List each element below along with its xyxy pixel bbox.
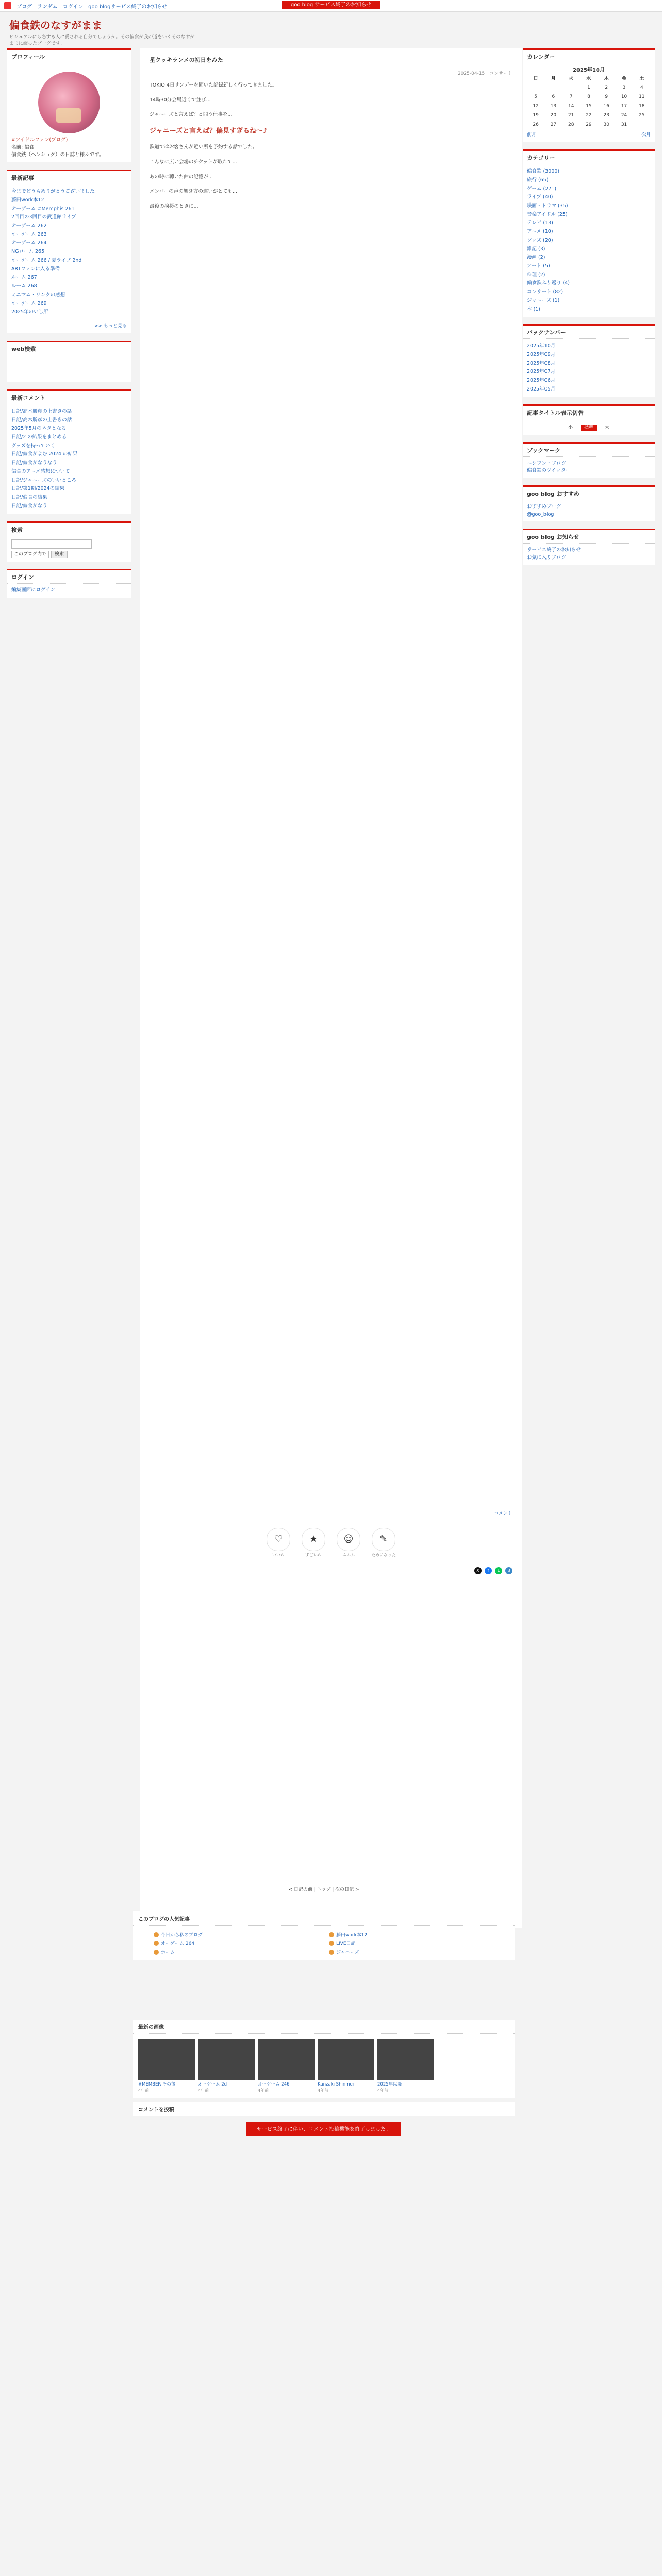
recent-comment-link[interactable]: 日記/高木勝彦の上書きの話: [11, 417, 72, 423]
calendar-day[interactable]: 9: [605, 94, 608, 100]
calendar-day[interactable]: 7: [569, 94, 573, 100]
popular-post-icon: [329, 1932, 334, 1937]
recent-post-link[interactable]: オーゲーム 263: [11, 231, 47, 238]
recent-image-thumbnail[interactable]: [138, 2039, 195, 2080]
goo-recommend-link[interactable]: おすすめブログ: [527, 503, 561, 510]
calendar-weekday: 水: [586, 76, 591, 81]
calendar-weekday: 月: [551, 76, 556, 81]
recent-post-link[interactable]: オーゲーム 269: [11, 300, 47, 307]
reaction-icon: ★: [302, 1528, 325, 1551]
calendar-day[interactable]: 20: [550, 113, 557, 118]
calendar-day[interactable]: 16: [603, 104, 609, 109]
title-size-standard[interactable]: 標準: [581, 425, 597, 431]
recent-image-card[interactable]: [318, 2039, 374, 2093]
calendar-day[interactable]: 15: [586, 104, 592, 109]
post-meta: 2025-04-15 | コンサート: [457, 71, 512, 76]
calendar-day[interactable]: 21: [568, 113, 574, 118]
bookmark-link[interactable]: 偏食鉄のツイッター: [527, 468, 571, 474]
post-body: [150, 81, 512, 211]
recent-image-thumbnail[interactable]: [377, 2039, 434, 2080]
calendar-weekday: 火: [569, 76, 574, 81]
category-link[interactable]: テレビ (13): [527, 220, 553, 226]
x-share-icon[interactable]: X: [474, 1567, 482, 1574]
post-paragraph: あの時に聴いた曲の記憶が...: [150, 174, 213, 180]
profile-line: 偏食鉄（ヘンショク）の日誌と様々です。: [11, 152, 104, 158]
calendar-day[interactable]: [633, 121, 651, 130]
login-box: [7, 569, 131, 598]
reaction-label: いいね: [272, 1552, 285, 1557]
calendar-day[interactable]: 12: [533, 104, 539, 109]
reaction-label: すごいね: [305, 1552, 322, 1557]
category-link[interactable]: 偏食鉄ふり返り (4): [527, 280, 570, 286]
calendar-box: [523, 48, 655, 142]
profile-box: [7, 48, 131, 162]
category-link[interactable]: アート (5): [527, 263, 550, 269]
backnumber-list: [523, 339, 655, 397]
calendar-heading: カレンダー: [523, 48, 655, 63]
web-search-heading: web検索: [7, 341, 131, 355]
recent-image-card[interactable]: [138, 2039, 195, 2093]
recent-comment-link[interactable]: 日記/偏食の結果: [11, 495, 47, 501]
calendar-day[interactable]: 5: [534, 94, 537, 100]
reaction-button[interactable]: [266, 1528, 291, 1558]
share-buttons: [150, 1567, 512, 1574]
calendar-day[interactable]: 25: [639, 113, 645, 118]
bookmark-box: [523, 442, 655, 478]
bookmark-link[interactable]: ニシワン・ブログ: [527, 460, 567, 466]
recent-image-caption[interactable]: #MEMBER その後: [138, 2082, 176, 2087]
calendar-table: [527, 75, 651, 130]
category-link[interactable]: ジャニーズ (1): [527, 297, 560, 303]
login-heading: ログイン: [7, 569, 131, 584]
post-paragraph: こんなに広い会場のチケットが取れて...: [150, 159, 237, 165]
goo-notice-link[interactable]: お気に入りブログ: [527, 555, 567, 561]
reaction-icon: ♡: [267, 1528, 290, 1551]
search-input[interactable]: [11, 539, 92, 549]
hatena-share-icon[interactable]: B: [505, 1567, 512, 1574]
recent-post-link[interactable]: 2回目の3回目の武道館ライブ: [11, 214, 76, 221]
popular-posts-heading: このブログの人気記事: [133, 1911, 515, 1926]
backnumber-link[interactable]: 2025年08月: [527, 360, 556, 366]
recent-posts-box: [7, 170, 131, 333]
comment-link[interactable]: コメント: [493, 1511, 512, 1516]
popular-post-link[interactable]: ホーム: [161, 1950, 175, 1955]
backnumber-box: [523, 324, 655, 397]
line-share-icon[interactable]: L: [495, 1567, 502, 1574]
category-link[interactable]: 漫画 (2): [527, 255, 545, 261]
calendar-day[interactable]: 26: [533, 122, 539, 128]
profile-name-link[interactable]: #アイドルファン(ブログ): [11, 137, 68, 143]
recent-comments-heading: 最新コメント: [7, 389, 131, 404]
recent-comment-link[interactable]: 偏食のアニメ感想について: [11, 468, 70, 474]
goo-notice-heading: goo blog お知らせ: [523, 529, 655, 544]
recent-comment-link[interactable]: グッズを持っていく: [11, 443, 56, 449]
calendar-day[interactable]: 22: [586, 113, 592, 118]
popular-post-item[interactable]: [154, 1948, 319, 1955]
goo-logo-icon[interactable]: [4, 2, 11, 9]
calendar-weekday: 木: [604, 76, 609, 81]
recent-comment-link[interactable]: 日記/偏食がなうなう: [11, 460, 57, 466]
right-sidebar: [523, 48, 655, 572]
backnumber-link[interactable]: 2025年05月: [527, 386, 556, 392]
recent-images-heading: 最新の画像: [133, 2020, 515, 2034]
topbar-link-random[interactable]: ランダム: [37, 4, 58, 10]
comment-section: [133, 2102, 515, 2136]
goo-twitter-link[interactable]: @goo_blog: [527, 511, 554, 517]
backnumber-link[interactable]: 2025年06月: [527, 378, 556, 384]
post-paragraph: ジャニーズと言えば？と問う仕事を...: [150, 112, 233, 118]
recent-image-date: 4年前: [258, 2088, 269, 2093]
recent-post-link[interactable]: 藤田work本12: [11, 197, 44, 203]
category-link[interactable]: グッズ (20): [527, 237, 553, 243]
recent-comment-link[interactable]: 2025年5月のネタとなる: [11, 426, 67, 432]
service-end-notice[interactable]: goo blog サービス終了のお知らせ: [282, 1, 380, 9]
calendar-day[interactable]: 23: [603, 113, 609, 118]
calendar-day[interactable]: 18: [639, 104, 645, 109]
recent-image-card[interactable]: [377, 2039, 434, 2093]
recent-post-link[interactable]: ルーム 267: [11, 275, 37, 281]
post-pager[interactable]: < 日記の前 | トップ | 次の日記 >: [288, 1887, 359, 1892]
calendar-day[interactable]: 19: [533, 113, 539, 118]
category-link[interactable]: 音楽アイドル (25): [527, 211, 568, 217]
recent-post-link[interactable]: 今までどうもありがとうございました。: [11, 189, 100, 195]
calendar-day[interactable]: 10: [621, 94, 627, 100]
category-heading: カテゴリー: [523, 149, 655, 164]
popular-post-item[interactable]: [329, 1940, 494, 1946]
profile-avatar: [38, 72, 100, 133]
blog-description: ビジュアルにも恋する人に愛される自分でしょうか。その偏食が我が道をいくそのなすがままに綴ったブログです。: [9, 35, 195, 46]
calendar-day[interactable]: 13: [550, 104, 557, 109]
goo-notice-box: [523, 529, 655, 565]
post-paragraph: 14時30分会場近くで並び...: [150, 97, 211, 103]
calendar-prev-link[interactable]: 前月: [527, 132, 537, 138]
recent-image-caption[interactable]: オーゲーム 246: [258, 2082, 290, 2087]
recent-post-link[interactable]: ミニマム・リンクの感想: [11, 292, 65, 298]
facebook-share-icon[interactable]: f: [485, 1567, 492, 1574]
reaction-label: ためになった: [371, 1552, 396, 1557]
search-scope-select[interactable]: このブログ内で: [11, 551, 49, 559]
calendar-weekday: 日: [533, 76, 538, 81]
title-size-small[interactable]: 小: [568, 425, 573, 430]
backnumber-link[interactable]: 2025年07月: [527, 369, 556, 375]
popular-post-icon: [329, 1941, 334, 1946]
popular-post-link[interactable]: ジャニーズ: [336, 1950, 359, 1955]
recent-comment-link[interactable]: 日記/2 の結果をまとめる: [11, 434, 67, 440]
calendar-day[interactable]: 31: [621, 122, 627, 128]
popular-posts-list: [133, 1926, 515, 1960]
recent-comment-link[interactable]: 日記/ジャニーズのいいところ: [11, 477, 77, 483]
recent-image-caption[interactable]: 2025年以降: [377, 2082, 402, 2087]
calendar-day[interactable]: [527, 83, 544, 93]
category-link[interactable]: アニメ (10): [527, 229, 553, 235]
calendar-day[interactable]: [562, 83, 580, 93]
recent-image-caption[interactable]: オーゲーム 2d: [198, 2082, 227, 2087]
goo-notice-link[interactable]: サービス終了のお知らせ: [527, 547, 581, 553]
calendar-next-link[interactable]: 次月: [641, 132, 651, 138]
comment-closed-alert: サービス終了に伴い、コメント投稿機能を終了しました。: [246, 2122, 401, 2136]
category-list: [523, 164, 655, 317]
popular-post-item[interactable]: [154, 1940, 319, 1946]
calendar-day[interactable]: [544, 83, 562, 93]
category-link[interactable]: コンサート (82): [527, 289, 564, 295]
popular-post-icon: [154, 1950, 159, 1955]
topbar-link-blog[interactable]: ブログ: [16, 4, 32, 10]
category-link[interactable]: 料理 (2): [527, 272, 545, 278]
reaction-label: ふふふ: [342, 1552, 355, 1557]
calendar-day[interactable]: 17: [621, 104, 627, 109]
reaction-button[interactable]: [371, 1528, 396, 1558]
calendar-day[interactable]: 28: [568, 122, 574, 128]
calendar-day[interactable]: 3: [622, 85, 626, 91]
login-link[interactable]: 編集画面にログイン: [11, 587, 56, 594]
calendar-day[interactable]: 6: [552, 94, 555, 100]
topbar-link-login[interactable]: ログイン: [62, 4, 84, 10]
recent-comments-box: [7, 389, 131, 514]
calendar-day[interactable]: 24: [621, 113, 627, 118]
title-size-heading: 記事タイトル表示切替: [523, 404, 655, 419]
topbar-link-end-notice[interactable]: goo blogサービス終了のお知らせ: [88, 4, 168, 10]
reaction-buttons: [150, 1528, 512, 1558]
left-sidebar: [7, 48, 131, 605]
popular-post-icon: [154, 1941, 159, 1946]
recent-post-link[interactable]: 2025年のいし所: [11, 309, 48, 315]
recent-image-caption[interactable]: Kanzaki Shinmei: [318, 2082, 354, 2087]
recent-more-link[interactable]: >> もっと見る: [94, 323, 127, 329]
recent-posts-list: [7, 184, 131, 320]
popular-posts-box: [133, 1911, 515, 1960]
recent-comment-link[interactable]: 日記/高木勝彦の上書きの話: [11, 408, 72, 414]
calendar-day[interactable]: 27: [550, 122, 557, 128]
main-content: [140, 48, 522, 1928]
recent-comment-link[interactable]: 日記/第1期/2024の結果: [11, 486, 65, 492]
popular-post-item[interactable]: [329, 1931, 494, 1938]
bookmark-heading: ブックマーク: [523, 442, 655, 457]
reaction-button[interactable]: [336, 1528, 361, 1558]
calendar-day[interactable]: 14: [568, 104, 574, 109]
recent-image-thumbnail[interactable]: [198, 2039, 255, 2080]
post-title[interactable]: 星クッキランメの初日をみた: [150, 56, 512, 67]
popular-post-item[interactable]: [329, 1948, 494, 1955]
recent-image-date: 4年前: [198, 2088, 209, 2093]
recent-image-date: 4年前: [318, 2088, 329, 2093]
recent-image-date: 4年前: [377, 2088, 389, 2093]
goo-recommend-heading: goo blog おすすめ: [523, 485, 655, 500]
calendar-day[interactable]: 4: [640, 85, 643, 91]
recent-post-link[interactable]: オーゲーム 266 / 夏ライブ 2nd: [11, 257, 82, 263]
recent-image-card[interactable]: [198, 2039, 255, 2093]
category-link[interactable]: ゲーム (271): [527, 185, 557, 192]
title-size-large[interactable]: 大: [605, 425, 610, 430]
post-paragraph: 最後の挨拶のときに...: [150, 204, 198, 210]
search-button[interactable]: 検索: [51, 551, 68, 559]
popular-post-link[interactable]: 藤田work本12: [336, 1933, 368, 1938]
post-paragraph: TOKIO 4日サンデーを聞いた記録新しく行ってきました。: [150, 82, 277, 88]
blog-post: [140, 48, 522, 1582]
calendar-weekday: 金: [622, 76, 627, 81]
calendar-day[interactable]: 30: [603, 122, 609, 128]
calendar-day[interactable]: 11: [639, 94, 645, 100]
reaction-icon: ✎: [372, 1528, 395, 1551]
category-link[interactable]: 雑記 (3): [527, 246, 545, 252]
post-highlight: ジャニーズと言えば？偏見すぎるね〜♪: [150, 127, 268, 135]
recent-image-thumbnail[interactable]: [258, 2039, 315, 2080]
blog-header: [0, 12, 662, 54]
recent-comment-link[interactable]: 日記/偏食がなう: [11, 503, 47, 509]
popular-post-link[interactable]: LIVE日記: [336, 1941, 356, 1946]
recent-post-link[interactable]: NGローム 265: [11, 249, 45, 255]
category-link[interactable]: 本 (1): [527, 306, 540, 312]
recent-post-link[interactable]: ルーム 268: [11, 283, 37, 290]
popular-post-icon: [329, 1950, 334, 1955]
category-link[interactable]: 偏食鉄 (3000): [527, 168, 560, 175]
calendar-day[interactable]: 8: [587, 94, 590, 100]
profile-line: 名前: 偏食: [11, 144, 35, 150]
calendar-day[interactable]: 29: [586, 122, 592, 128]
recent-post-link[interactable]: オーゲーム 264: [11, 240, 47, 246]
recent-posts-heading: 最新記事: [7, 170, 131, 184]
popular-post-link[interactable]: 今日から私のブログ: [161, 1933, 203, 1938]
calendar-day[interactable]: 1: [587, 85, 590, 91]
recent-post-link[interactable]: オーゲーム #Memphis 261: [11, 206, 75, 212]
recent-images-list: [133, 2034, 515, 2098]
calendar-month: 2025年10月: [573, 67, 605, 73]
post-paragraph: 鉄道ではお客さんが近い所を予約する話でした。: [150, 144, 258, 150]
blog-title[interactable]: 偏食鉄のなすがまま: [9, 19, 102, 31]
recent-image-date: 4年前: [138, 2088, 150, 2093]
popular-post-icon: [154, 1932, 159, 1937]
category-link[interactable]: ライブ (40): [527, 194, 553, 200]
category-link[interactable]: 映画・ドラマ (35): [527, 202, 568, 209]
calendar-day[interactable]: 2: [605, 85, 608, 91]
category-box: [523, 149, 655, 317]
recent-image-thumbnail[interactable]: [318, 2039, 374, 2080]
title-size-box: [523, 404, 655, 435]
recent-post-link[interactable]: ARTファンに入る準備: [11, 266, 60, 272]
reaction-button[interactable]: [301, 1528, 326, 1558]
search-heading: 検索: [7, 521, 131, 536]
backnumber-heading: バックナンバー: [523, 324, 655, 339]
popular-post-link[interactable]: オーゲーム 264: [161, 1941, 195, 1946]
recent-comment-link[interactable]: 日記/偏食がよむ 2024 の結果: [11, 451, 78, 457]
search-box: [7, 521, 131, 562]
reaction-icon: ☺: [337, 1528, 360, 1551]
recent-image-card[interactable]: [258, 2039, 315, 2093]
post-paragraph: メンバーの声の響き方の違いがとても...: [150, 189, 237, 195]
profile-heading: プロフィール: [7, 48, 131, 63]
web-search-box: [7, 341, 131, 382]
recent-post-link[interactable]: オーゲーム 262: [11, 223, 47, 229]
recent-comments-list: [7, 404, 131, 514]
recent-images-box: [133, 2020, 515, 2098]
top-bar: [0, 0, 662, 12]
comment-heading: コメントを投稿: [133, 2102, 515, 2116]
popular-post-item[interactable]: [154, 1931, 319, 1938]
category-link[interactable]: 旅行 (65): [527, 177, 549, 183]
goo-recommend-box: [523, 485, 655, 521]
calendar-weekday: 土: [639, 76, 644, 81]
backnumber-link[interactable]: 2025年10月: [527, 343, 556, 349]
backnumber-link[interactable]: 2025年09月: [527, 352, 556, 358]
